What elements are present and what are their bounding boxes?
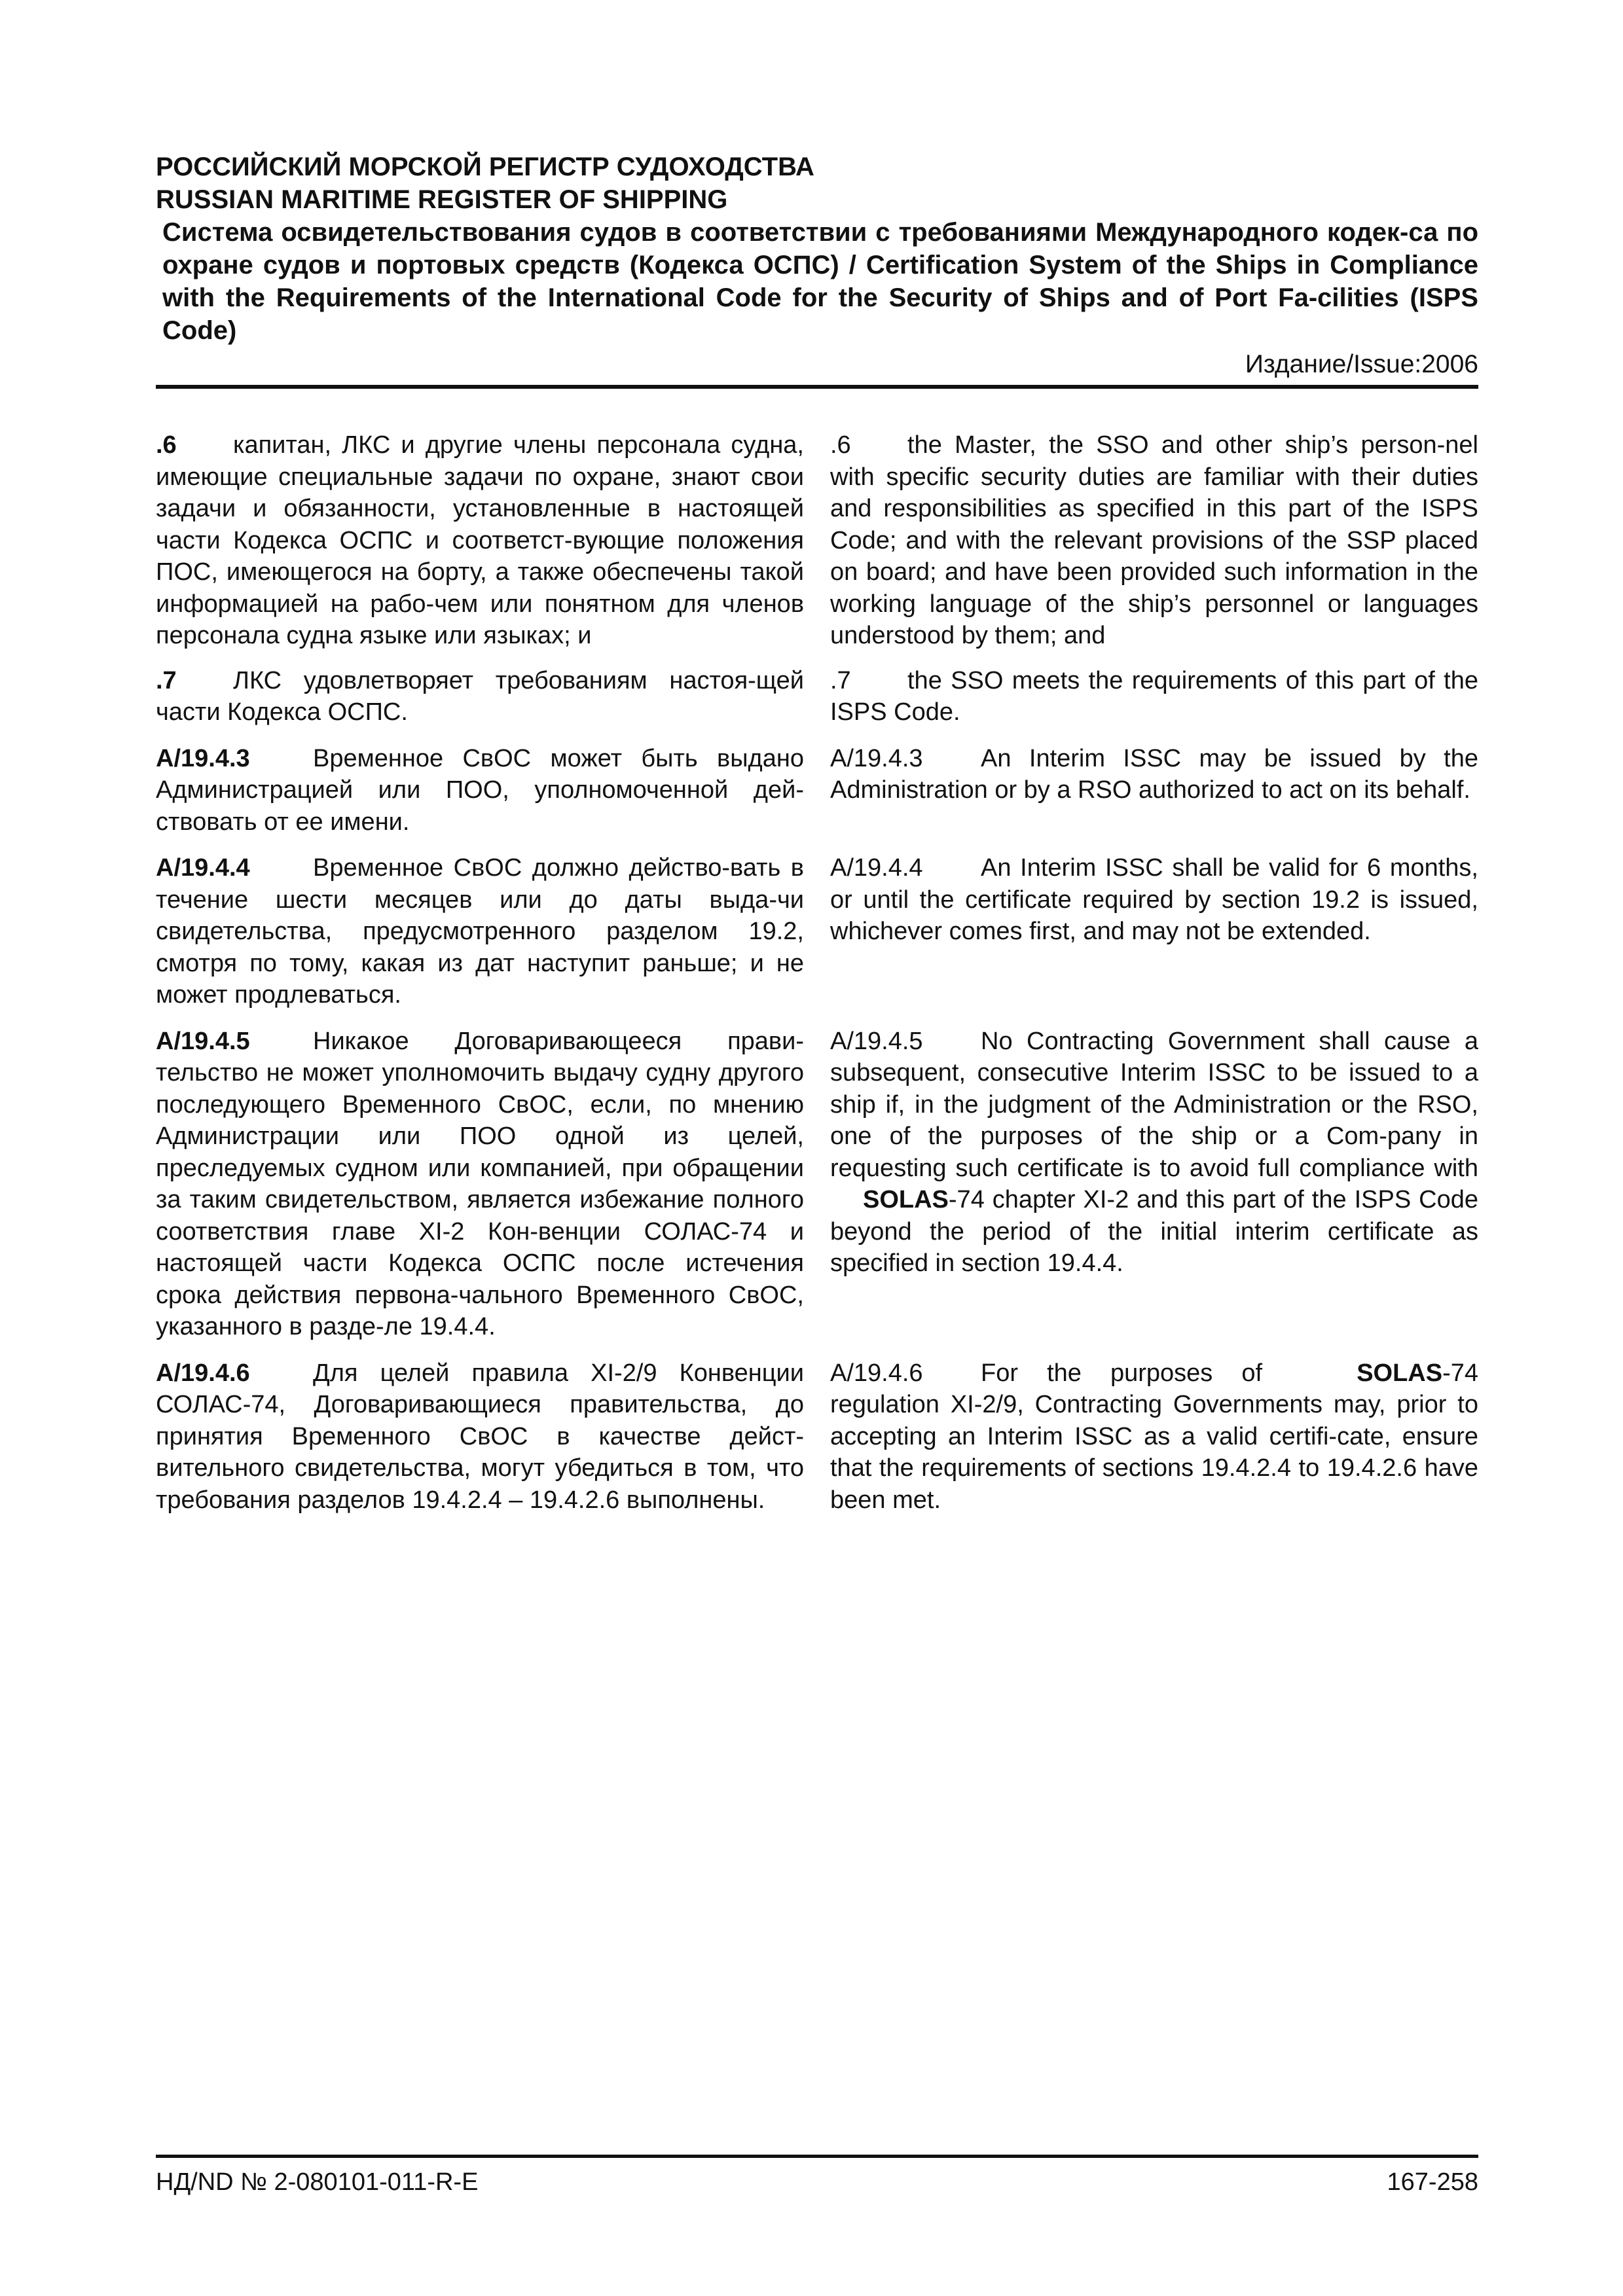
russian-paragraph xyxy=(156,1026,804,1343)
paragraph-number: .7 xyxy=(830,666,851,694)
russian-paragraph xyxy=(156,429,804,652)
bilingual-body xyxy=(156,429,1478,1516)
russian-paragraph xyxy=(156,743,804,838)
issue-label: Издание/Issue:2006 xyxy=(1245,350,1478,378)
document-number: НД/ND № 2-080101-011-R-E xyxy=(156,2168,479,2196)
footer-divider xyxy=(156,2155,1478,2158)
paragraph-number: А/19.4.3 xyxy=(156,744,250,772)
paragraph-text: капитан, ЛКС и другие члены персонала судна, имеющие специальные задачи по охране, знают свои задачи и обязанности, установленные в настоящей части Кодекса ОСПС и соответст-вующие положения ПОС, имеющегося на борту, а также обеспечены такой информацией на рабо-чем или понятном для членов персонала судна языке или языках; и xyxy=(156,431,804,649)
paragraph-number: A/19.4.4 xyxy=(830,854,923,882)
english-paragraph xyxy=(830,852,1478,1011)
paragraph-number: A/19.4.5 xyxy=(830,1027,923,1055)
organization-name-ru: РОССИЙСКИЙ МОРСКОЙ РЕГИСТР СУДОХОДСТВА xyxy=(156,152,814,181)
paragraph-text: An Interim ISSC may be issued by the Administration or by a RSO authorized to act on its behalf. xyxy=(830,744,1478,804)
paragraph-text: An Interim ISSC shall be valid for 6 months, or until the certificate required by section 19.2 is issued, whichever comes first, and may not be extended. xyxy=(830,854,1478,945)
paragraph-row xyxy=(156,852,1478,1011)
russian-paragraph xyxy=(156,852,804,1011)
paragraph-number: А/19.4.5 xyxy=(156,1027,250,1055)
paragraph-number: А/19.4.4 xyxy=(156,854,250,882)
paragraph-text: Временное СвОС должно действо-вать в течение шести месяцев или до даты выда-чи свидетельства, предусмотренного разделом 19.2, смотря по тому, какая из дат наступит раньше; и не может продлеваться. xyxy=(156,854,804,1009)
english-paragraph xyxy=(830,1026,1478,1343)
english-paragraph xyxy=(830,665,1478,728)
english-paragraph xyxy=(830,429,1478,652)
solas-reference: SOLAS xyxy=(1357,1359,1443,1387)
paragraph-row xyxy=(156,665,1478,728)
paragraph-row xyxy=(156,429,1478,652)
paragraph-text: Никакое Договаривающееся прави-тельство не может уполномочить выдачу судну другого последующего Временного СвОС, если, по мнению Администрации или ПОО одной из целей, преследуемых судном или компанией, при обращении за таким свидетельством, является избежание полного соответствия главе XI-2 Кон-венции СОЛАС-74 и настоящей части Кодекса ОСПС после истечения срока действия первона-чального Временного СвОС, указанного в разде-ле 19.4.4. xyxy=(156,1027,804,1340)
header-divider xyxy=(156,385,1478,389)
organization-name-en: RUSSIAN MARITIME REGISTER OF SHIPPING xyxy=(156,185,728,214)
paragraph-number: A/19.4.3 xyxy=(830,744,923,772)
russian-paragraph xyxy=(156,1357,804,1516)
paragraph-text: -74 chapter XI-2 and this part of the ISPS Code beyond the period of the initial interim certificate as specified in section 19.4.4. xyxy=(830,1186,1478,1277)
paragraph-number: .7 xyxy=(156,666,177,694)
paragraph-number: А/19.4.6 xyxy=(156,1359,250,1387)
paragraph-text: Для целей правила XI-2/9 Конвенции СОЛАС-74, Договаривающиеся правительства, до принятия Временного СвОС в качестве дейст-вительного свидетельства, могут убедиться в том, что требования разделов 19.4.2.4 – 19.4.2.6 выполнены. xyxy=(156,1359,804,1514)
paragraph-text: the Master, the SSO and other ship’s person-nel with specific security duties are familiar with their duties and responsibilities as specified in this part of the ISPS Code; and with the relevant provisions of the SSP placed on board; and have been provided such information in the working language of the ship’s personnel or languages understood by them; and xyxy=(830,431,1478,649)
paragraph-text: ЛКС удовлетворяет требованиям настоя-щей части Кодекса ОСПС. xyxy=(156,666,804,726)
paragraph-text: No Contracting Government shall cause a subsequent, consecutive Interim ISSC to be issued to a ship if, in the judgment of the Administration or the RSO, one of the purposes of the ship or a Com-pany in requesting such certificate is to avoid full compliance with xyxy=(830,1027,1478,1182)
paragraph-text: the SSO meets the requirements of this part of the ISPS Code. xyxy=(830,666,1478,726)
english-paragraph xyxy=(830,743,1478,838)
russian-paragraph xyxy=(156,665,804,728)
english-paragraph xyxy=(830,1357,1478,1516)
document-footer xyxy=(156,2166,1478,2198)
paragraph-text: Временное СвОС может быть выдано Администрацией или ПОО, уполномоченной дей-ствовать от ее имени. xyxy=(156,744,804,836)
paragraph-row xyxy=(156,1026,1478,1343)
paragraph-row xyxy=(156,743,1478,838)
paragraph-number: .6 xyxy=(830,431,851,459)
document-header xyxy=(156,151,1478,389)
page-number: 167-258 xyxy=(1387,2168,1478,2196)
paragraph-number: A/19.4.6 xyxy=(830,1359,923,1387)
paragraph-text: -74 regulation XI-2/9, Contracting Governments may, prior to accepting an Interim ISSC as a valid certifi-cate, ensure that the requirements of sections 19.4.2.4 to 19.4.2.6 have been met. xyxy=(830,1359,1479,1514)
solas-reference: SOLAS xyxy=(863,1186,949,1213)
paragraph-text: For the purposes of xyxy=(981,1359,1263,1387)
paragraph-row xyxy=(156,1357,1478,1516)
system-title: Система освидетельствования судов в соответствии с требованиями Международного кодек-са по охране судов и портовых средств (Кодекса ОСПС) / Certification System of the Ships in Compliance with the Requirements of the International Code for the Security of Ships and of Port Fa-cilities (ISPS Code) xyxy=(162,218,1478,345)
paragraph-number: .6 xyxy=(156,431,177,459)
document-page xyxy=(156,151,1479,2196)
